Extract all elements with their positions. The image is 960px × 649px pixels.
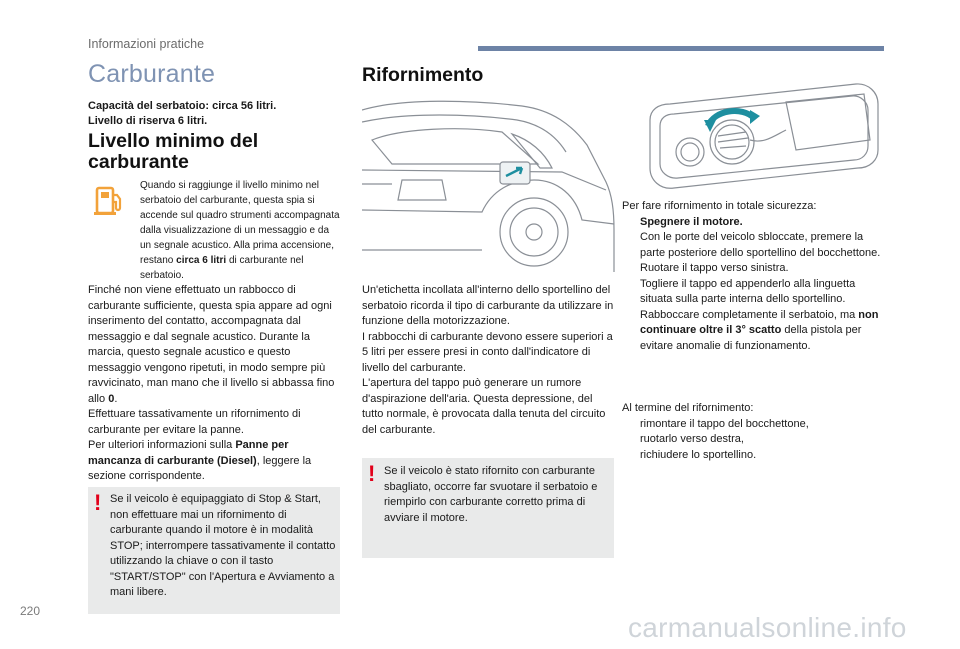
section-header: Informazioni pratiche — [88, 37, 205, 51]
paragraph: I rabbocchi di carburante devono essere superiori a 5 litri per essere presi in conto dall'indicatore di livello del carburante. — [362, 330, 613, 374]
page-title: Carburante — [88, 60, 216, 88]
procedure-step: Togliere il tappo ed appenderlo alla linguetta situata sulla parte interna dello sportellino. — [640, 277, 856, 305]
warning-icon: ! — [94, 490, 102, 515]
paragraph: Finché non viene effettuato un rabbocco di carburante sufficiente, questa spia appare ad ogni inserimento del contatto, accompagnata dal messaggio e dal segnale acustico. Durante la marcia, questo segnale acustico e questo messaggio vengono ripetuti, in modo sempre più ravvicinato, man mano che il livello si abbassa fino allo 0. — [88, 284, 335, 405]
refuel-procedure — [622, 199, 884, 354]
procedure-step: Rabboccare completamente il serbatoio, ma non continuare oltre il 3° scatto della pistola per evitare anomalie di funzionamento. — [640, 308, 879, 352]
refuel-body — [362, 283, 616, 438]
warning-text: Se il veicolo è equipaggiato di Stop & Start, non effettuare mai un rifornimento di carburante quando il motore è in modalità STOP; interrompere tassativamente il contatto utilizzando la chiave o con il tasto "START/STOP" con l'Apertura e Avviamento a mani libere. — [110, 493, 336, 598]
fuel-pump-icon — [94, 183, 126, 217]
procedure-step: ruotarlo verso destra, — [640, 433, 744, 445]
procedure-step: richiudere lo sportellino. — [640, 448, 757, 461]
reserve-line: Livello di riserva 6 litri. — [88, 115, 208, 127]
procedure-step: Ruotare il tappo verso sinistra. — [640, 262, 789, 274]
procedure-step: Spegnere il motore. — [640, 215, 743, 228]
capacity-info — [88, 99, 276, 129]
procedure-intro: Al termine del rifornimento: — [622, 402, 754, 414]
refuel-heading: Rifornimento — [362, 64, 484, 86]
watermark: carmanualsonline.info — [628, 612, 907, 643]
paragraph: Per ulteriori informazioni sulla Panne per mancanza di carburante (Diesel), leggere la sezione corrispondente. — [88, 439, 312, 482]
page-number: 220 — [20, 604, 41, 618]
paragraph: Effettuare tassativamente un rifornimento di carburante per evitare la panne. — [88, 408, 301, 436]
level-heading: Livello minimo del carburante — [88, 130, 259, 173]
level-body — [88, 283, 342, 485]
paragraph: Un'etichetta incollata all'interno dello sportellino del serbatoio ricorda il tipo di carburante da utilizzare in funzione della motorizzazione. — [362, 284, 614, 327]
warning-text: Se il veicolo è stato rifornito con carburante sbagliato, occorre far svuotare il serbatoio e riempirlo con carburante corretto prima di avviare il motore. — [384, 465, 598, 524]
refuel-end-procedure — [622, 401, 884, 463]
fuel-cap-illustration — [646, 80, 880, 192]
procedure-step: rimontare il tappo del bocchettone, — [640, 417, 809, 430]
procedure-step: Con le porte del veicolo sbloccate, premere la parte posteriore dello sportellino del bocchettone. — [640, 231, 881, 259]
warning-icon: ! — [368, 461, 376, 486]
paragraph: L'apertura del tappo può generare un rumore d'aspirazione dell'aria. Questa depressione, del tutto normale, è provocata dalla tenuta del circuito del carburante. — [362, 377, 606, 436]
capacity-line: Capacità del serbatoio: circa 56 litri. — [88, 100, 277, 112]
header-bar — [478, 46, 884, 51]
car-rear-illustration — [362, 100, 616, 272]
procedure-intro: Per fare rifornimento in totale sicurezza: — [622, 200, 817, 212]
lamp-description: Quando si raggiunge il livello minimo nel serbatoio del carburante, questa spia si accende sul quadro strumenti accompagnata dalla visualizzazione di un messaggio e da un segnale acustico. Alla prima accensione, restano circa 6 litri di carburante nel serbatoio. — [140, 180, 340, 281]
